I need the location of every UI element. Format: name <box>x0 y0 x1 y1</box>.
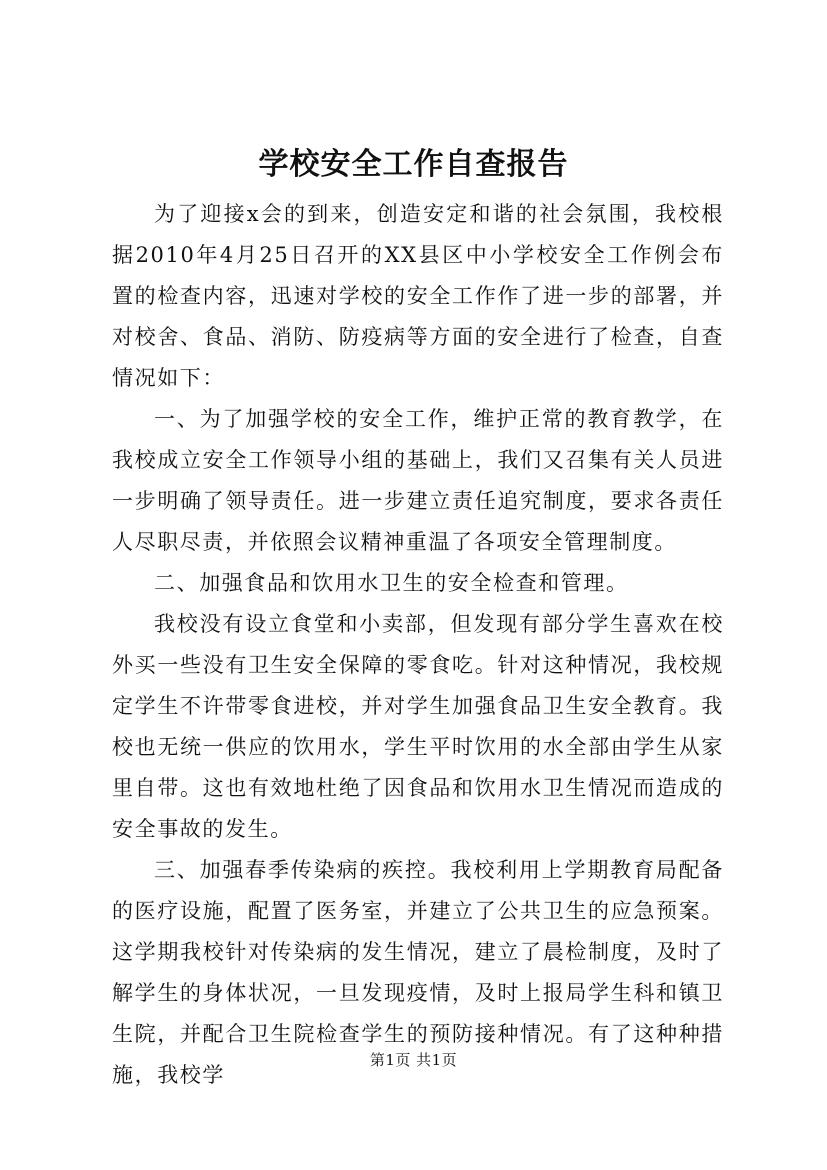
paragraph-section-2-body: 我校没有设立食堂和小卖部，但发现有部分学生喜欢在校外买一些没有卫生安全保障的零食吃。针对这种情况，我校规定学生不许带零食进校，并对学生加强食品卫生安全教育。我校也无统一供应的饮用水，学生平时饮用的水全部由学生从家里自带。这也有效地杜绝了因食品和饮用水卫生情况而造成的安全事故的发生。 <box>112 612 724 841</box>
page-number-footer: 第1页 共1页 <box>369 1051 458 1069</box>
document-title: 学校安全工作自查报告 <box>258 147 569 182</box>
paragraph-section-3: 三、加强春季传染病的疾控。我校利用上学期教育局配备的医疗设施，配置了医务室，并建立了公共卫生的应急预案。这学期我校针对传染病的发生情况，建立了晨检制度，及时了解学生的身体状况，一旦发现疫情，及时上报局学生科和镇卫生院，并配合卫生院检查学生的预防接种情况。有了这种种措施，我校学 <box>112 858 724 1087</box>
paragraph-section-1: 一、为了加强学校的安全工作，维护正常的教育教学，在我校成立安全工作领导小组的基础上，我们又召集有关人员进一步明确了领导责任。进一步建立责任追究制度，要求各责任人尽职尽责，并依照会议精神重温了各项安全管理制度。 <box>112 407 724 554</box>
paragraph-section-2-heading: 二、加强食品和饮用水卫生的安全检查和管理。 <box>154 571 629 595</box>
paragraph-intro: 为了迎接x会的到来，创造安定和谐的社会氛围，我校根据2010年4月25日召开的XX县区中小学校安全工作例会布置的检查内容，迅速对学校的安全工作作了进一步的部署，并对校舍、食品、消防、防疫病等方面的安全进行了检查，自查情况如下： <box>112 202 724 390</box>
document-body <box>112 194 724 1096</box>
